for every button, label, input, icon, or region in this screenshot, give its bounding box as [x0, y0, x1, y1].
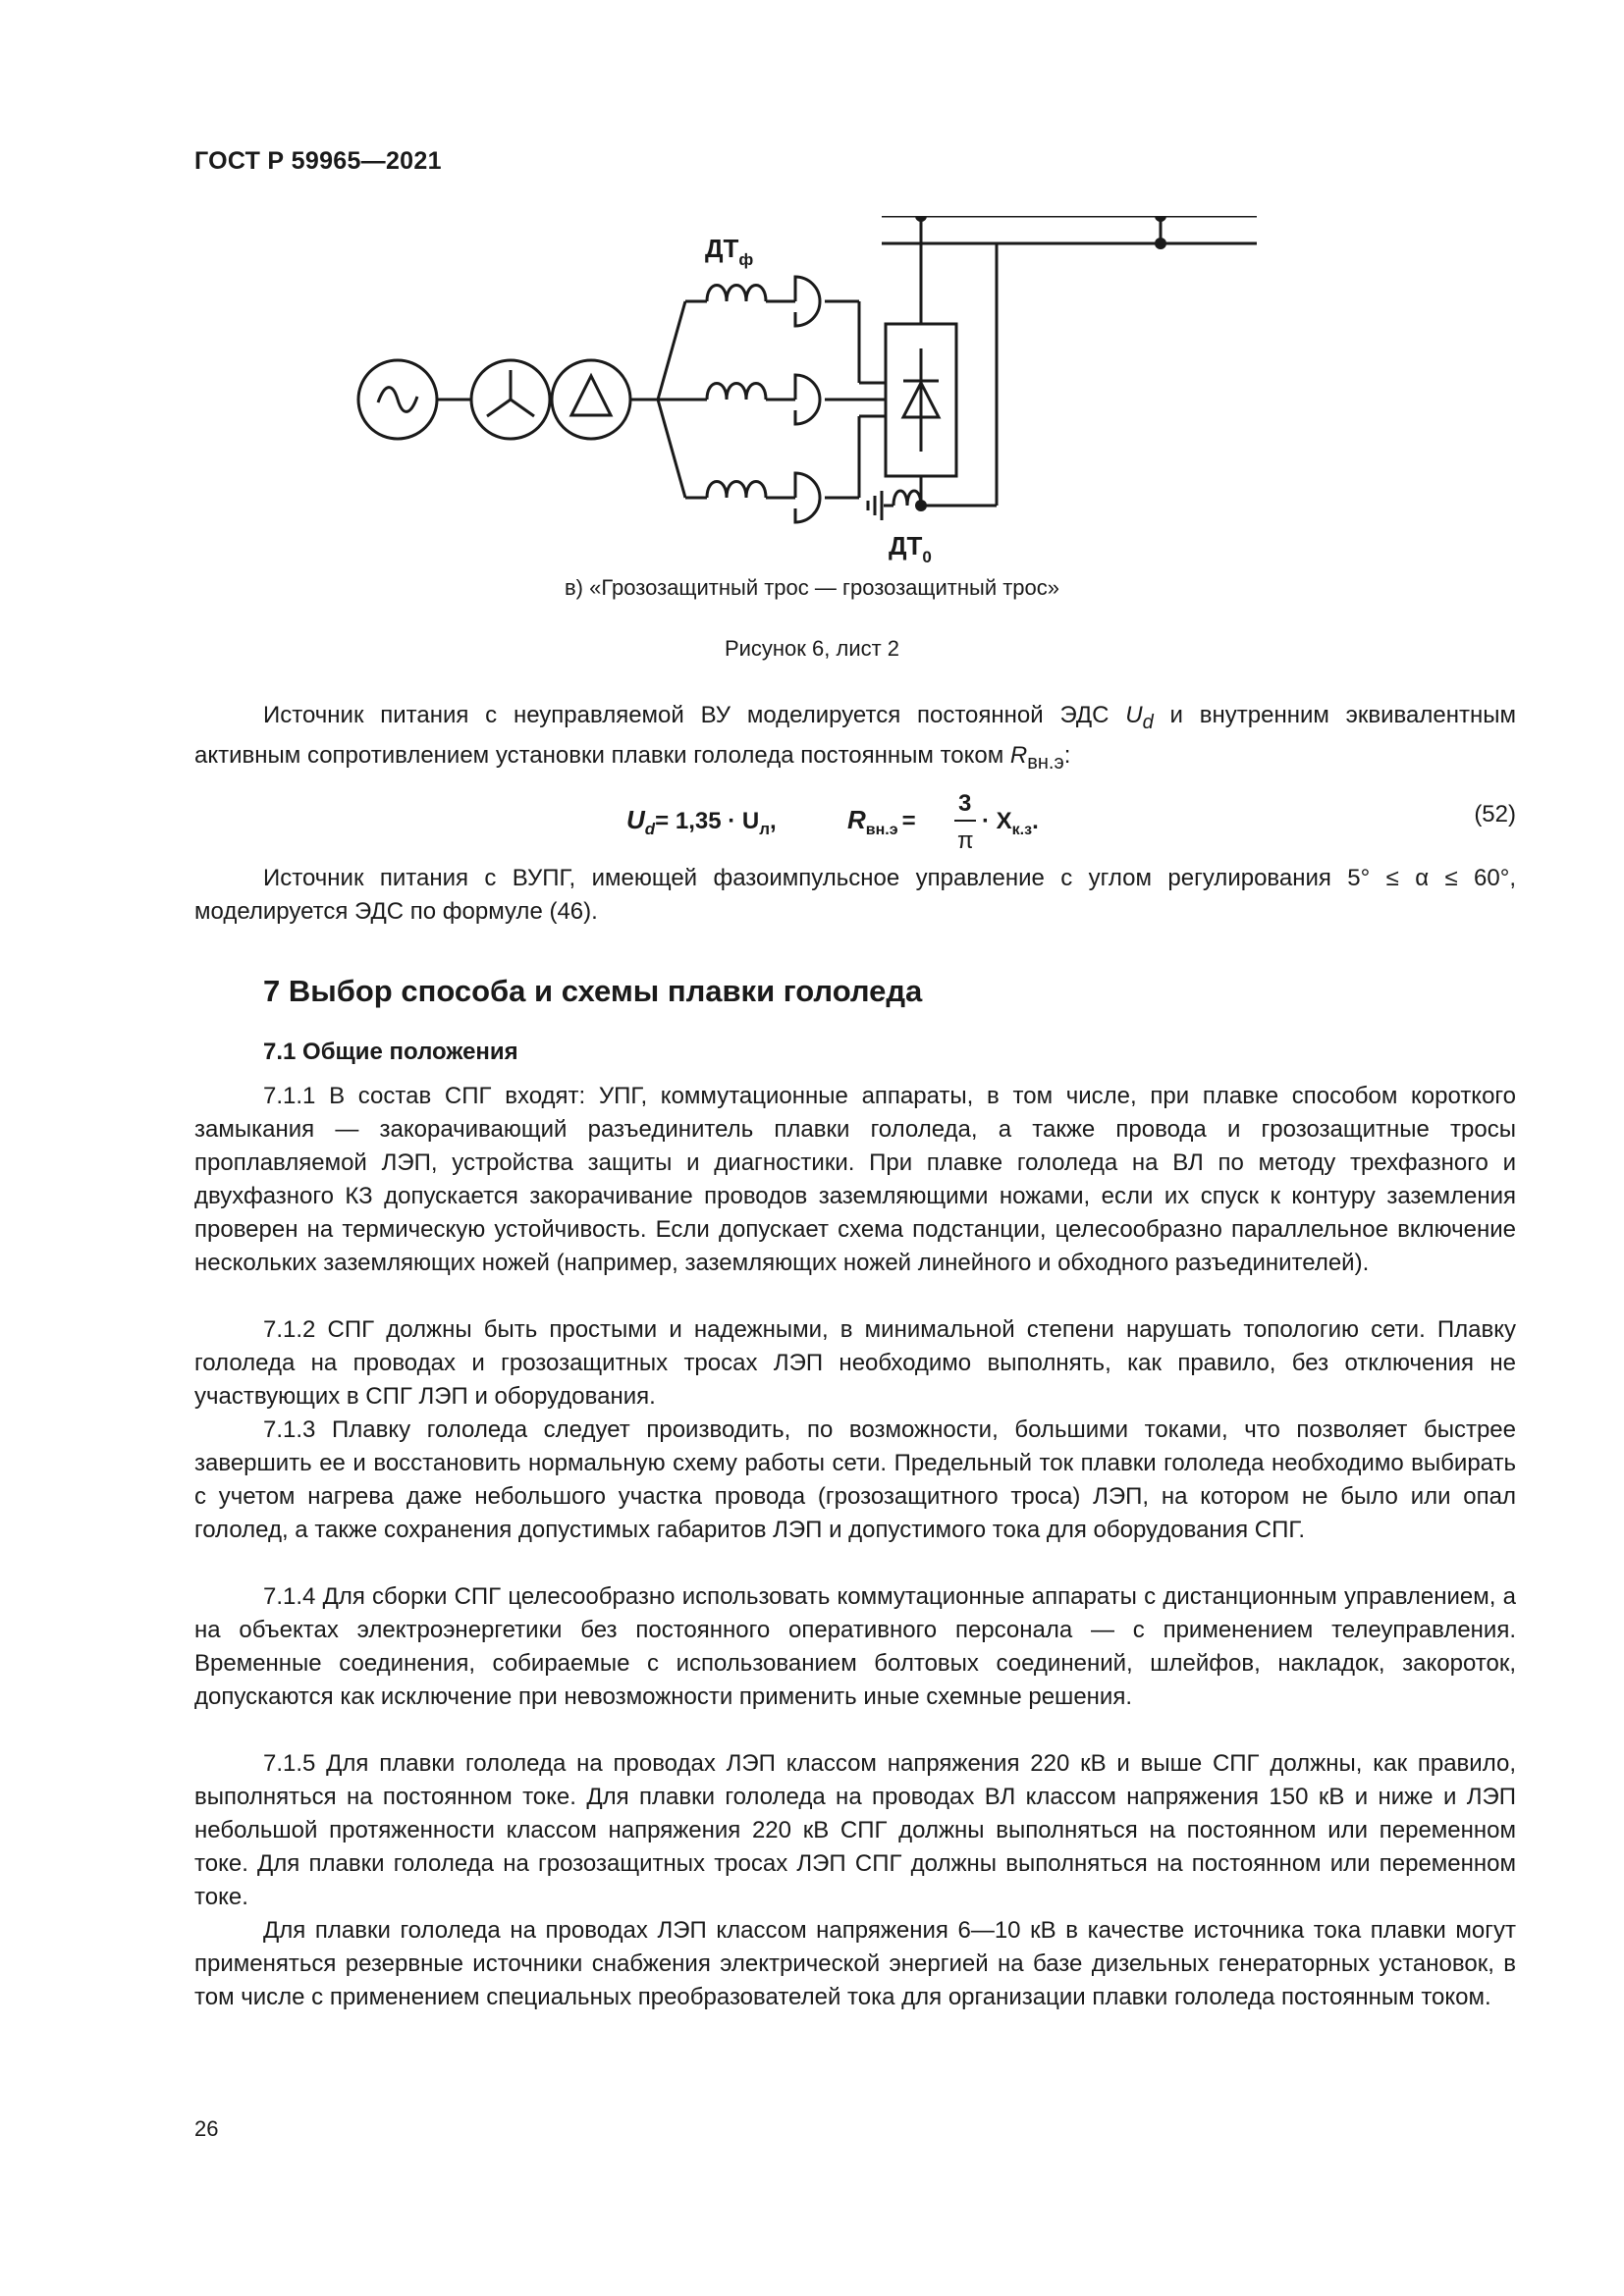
formula-expression — [626, 783, 1137, 862]
sine-wave-icon — [378, 388, 417, 412]
paragraph-7-1-4: 7.1.4 Для сборки СПГ целесообразно использовать коммутационные аппараты с дистанционным управлением, а на объектах электроэнергетики без постоянного оперативного персонала — с применением телеуправления. Временные соединения, собираемые с использованием болтовых соединений, шлейфов, накладок, закороток, допускаются как исключение при невозможности применить иные схемные решения. — [194, 1583, 1516, 1710]
paragraph-7-1-5: 7.1.5 Для плавки гололеда на проводах ЛЭП классом напряжения 220 кВ и выше СПГ должны, как правило, выполняться на постоянном токе. Для плавки гололеда на проводах ВЛ классом напряжения 150 кВ и ниже и ЛЭП небольшой протяженности классом напряжения 220 кВ СПГ должны выполняться на постоянном или переменном токе. Для плавки гололеда на грозозащитных тросах ЛЭП СПГ должны выполняться на постоянном или переменном токе. — [194, 1750, 1516, 1910]
svg-text:3: 3 — [958, 790, 972, 817]
reactor-coil-top — [707, 286, 766, 302]
reactor-coil-middle — [707, 384, 766, 400]
document-code: ГОСТ Р 59965—2021 — [194, 147, 442, 175]
switch-top — [795, 277, 820, 326]
paragraph-diesel: Для плавки гололеда на проводах ЛЭП классом напряжения 6—10 кВ в качестве источника тока плавки могут применяться резервные источники снабжения электрической энергией на базе дизельных генераторных установок, в том числе с применением специальных преобразователей тока для организации плавки гололеда постоянным током. — [194, 1917, 1516, 2010]
transformer-delta-winding — [552, 360, 630, 439]
switch-bottom — [795, 473, 820, 522]
reactor-coil-bottom — [707, 482, 766, 499]
intro-paragraph-1: Источник питания с неуправляемой ВУ моделируется постоянной ЭДС $U_d$ и внутренним эквивалентным активным сопротивлением установки плавки гололеда постоянным током $R_{вн.э}$: — [194, 702, 1516, 774]
label-dt-phase: $ДТ_ф$ — [705, 234, 754, 269]
figure-sub-caption: в) «Грозозащитный трос — грозозащитный трос» — [564, 575, 1060, 600]
formula-52 — [194, 783, 1516, 862]
subsection-heading: 7.1 Общие положения — [263, 1039, 518, 1065]
circuit-diagram — [334, 216, 1394, 569]
switch-middle — [795, 375, 820, 424]
junction-dots — [915, 216, 1166, 511]
paragraph-7-1-1: 7.1.1 В состав СПГ входят: УПГ, коммутационные аппараты, в том числе, при плавке способом короткого замыкания — закорачивающий разъединитель плавки гололеда, а также провода и грозозащитные тросы проплавляемой ЛЭП, устройства защиты и диагностики. При плавке гололеда на ВЛ по методу трехфазного и двухфазного КЗ допускается закорачивание проводов заземляющими ножами, если их спуск к контуру заземления проверен на термическую устойчивость. Если допускает схема подстанции, целесообразно параллельное включение нескольких заземляющих ножей (например, заземляющих ножей линейного и обходного разъединителей). — [194, 1083, 1516, 1276]
section-heading: 7 Выбор способа и схемы плавки гололеда — [263, 974, 923, 1008]
page-number: 26 — [194, 2116, 219, 2141]
svg-text:· Xк.з.: · $X_{к.з}$. — [982, 808, 1039, 838]
paragraph-7-1-2: 7.1.2 СПГ должны быть простыми и надежными, в минимальной степени нарушать топологию сети. Плавку гололеда на проводах и грозозащитных тросах ЛЭП необходимо выполнять, как правило, без отключения не участвующих в СПГ ЛЭП и оборудования. — [194, 1316, 1516, 1410]
figure-caption: Рисунок 6, лист 2 — [724, 636, 900, 661]
paragraph-7-1-3: 7.1.3 Плавку гололеда следует производить, по возможности, большими токами, что позволяет быстрее завершить ее и восстановить нормальную схему работы сети. Предельный ток плавки гололеда необходимо выбирать с учетом нагрева даже небольшого участка провода (грозозащитного троса) ЛЭП, на котором не было или опал гололед, а также сохранения допустимых габаритов ЛЭП и допустимого тока для оборудования СПГ. — [194, 1416, 1516, 1543]
label-dt-zero: $ДТ_0$ — [889, 531, 932, 566]
intro-paragraph-2: Источник питания с ВУПГ, имеющей фазоимпульсное управление с углом регулирования 5° ≤ α ≤ 60°, моделируется ЭДС по формуле (46). — [194, 865, 1516, 925]
equation-number: (52) — [1474, 801, 1516, 828]
svg-text:π: π — [957, 828, 974, 854]
svg-text:Rвн.э=: $R_{вн.э}$ = — [847, 805, 916, 838]
svg-text:Ud= 1,35 · Uл,: $U_d= 1,35 \cdot U_л$, — [626, 805, 777, 838]
